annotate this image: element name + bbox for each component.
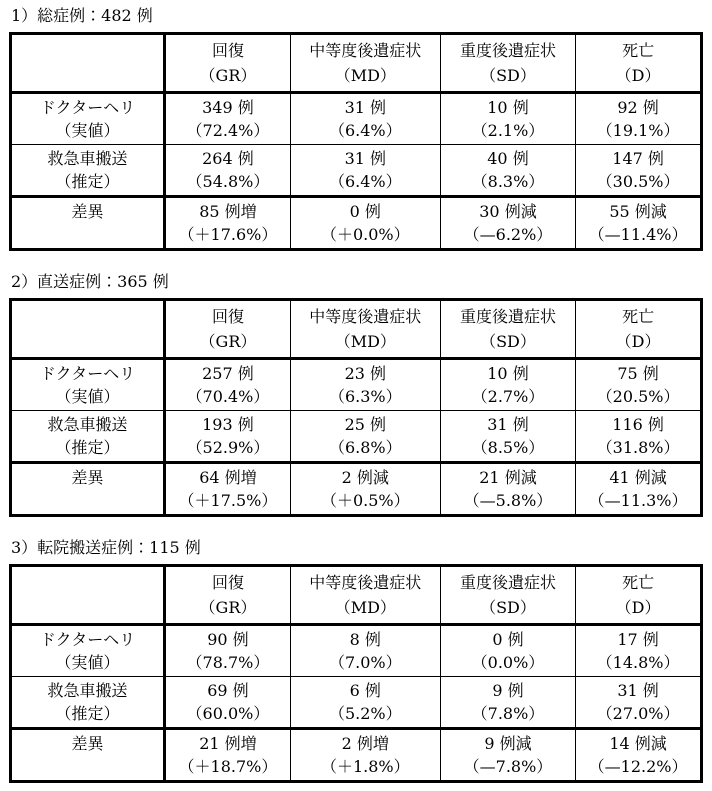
case-count: 31 例 xyxy=(617,681,659,700)
case-count: 90 例 xyxy=(207,630,249,649)
column-name: 重度後遺症状 xyxy=(459,307,556,326)
case-count: 9 例 xyxy=(492,681,524,700)
outcome-table xyxy=(9,298,703,517)
data-cell-gr xyxy=(165,145,291,197)
data-cell-sd xyxy=(440,625,575,677)
data-cell-md xyxy=(290,411,440,463)
case-count: 14 例減 xyxy=(609,734,667,753)
data-cell-md xyxy=(290,677,440,729)
case-count: 31 例 xyxy=(344,149,387,168)
case-percent: （52.9%） xyxy=(186,438,270,457)
case-percent: （19.1%） xyxy=(596,121,680,140)
column-header-death xyxy=(576,34,702,93)
case-count: 2 例減 xyxy=(341,468,389,487)
column-header-recovery xyxy=(165,300,291,359)
case-percent: （＋18.7%） xyxy=(178,757,278,776)
row-label: ドクターヘリ xyxy=(39,98,136,117)
case-count: 69 例 xyxy=(207,681,249,700)
column-name: 死亡 xyxy=(622,307,655,326)
column-code: （GR） xyxy=(199,598,257,617)
row-label-cell xyxy=(11,411,165,463)
column-name: 死亡 xyxy=(622,573,655,592)
row-label: ドクターヘリ xyxy=(39,364,136,383)
row-sublabel: （推定） xyxy=(55,172,120,191)
case-percent: （8.3%） xyxy=(471,172,545,191)
row-doctor-heli xyxy=(11,625,702,677)
column-name: 回復 xyxy=(211,307,244,326)
case-percent: （＋17.6%） xyxy=(178,225,278,244)
data-cell-gr xyxy=(165,729,291,782)
outcome-table xyxy=(9,564,703,783)
case-count: 55 例減 xyxy=(609,202,667,221)
row-label: 差異 xyxy=(71,202,104,221)
data-cell-d xyxy=(576,145,702,197)
row-label-cell xyxy=(11,93,165,145)
data-cell-gr xyxy=(165,625,291,677)
case-count: 349 例 xyxy=(202,98,254,117)
column-code: （MD） xyxy=(334,598,396,617)
row-doctor-heli xyxy=(11,359,702,411)
section-total-cases xyxy=(9,5,703,251)
header-row xyxy=(11,34,702,93)
section-title: 3）転院搬送症例：115 例 xyxy=(11,538,201,557)
column-code: （SD） xyxy=(480,66,536,85)
row-label-cell xyxy=(11,359,165,411)
case-count: 0 例 xyxy=(349,202,381,221)
row-label: 差異 xyxy=(71,734,104,753)
column-name: 死亡 xyxy=(622,41,655,60)
case-count: 147 例 xyxy=(612,149,664,168)
case-count: 64 例増 xyxy=(199,468,257,487)
case-percent: （0.0%） xyxy=(471,653,545,672)
row-sublabel: （実値） xyxy=(55,387,120,406)
case-percent: （6.4%） xyxy=(328,121,402,140)
data-cell-gr xyxy=(165,359,291,411)
header-empty-cell xyxy=(11,34,165,93)
case-count: 30 例減 xyxy=(479,202,537,221)
data-cell-d xyxy=(576,729,702,782)
row-sublabel: （実値） xyxy=(55,653,120,672)
column-header-severe-disability xyxy=(440,300,575,359)
case-percent: （70.4%） xyxy=(186,387,270,406)
row-difference xyxy=(11,729,702,782)
case-percent: （＋1.8%） xyxy=(320,757,410,776)
section-direct-transport-cases xyxy=(9,271,703,517)
row-label: 救急車搬送 xyxy=(47,415,128,434)
case-percent: （＋17.5%） xyxy=(178,491,278,510)
row-ambulance xyxy=(11,145,702,197)
data-cell-gr xyxy=(165,677,291,729)
case-percent: （—6.2%） xyxy=(463,225,553,244)
data-cell-gr xyxy=(165,411,291,463)
row-doctor-heli xyxy=(11,93,702,145)
column-header-recovery xyxy=(165,34,291,93)
case-percent: （7.8%） xyxy=(471,704,545,723)
row-label-cell xyxy=(11,677,165,729)
column-header-severe-disability xyxy=(440,34,575,93)
data-cell-sd xyxy=(440,729,575,782)
case-count: 31 例 xyxy=(344,98,387,117)
case-count: 75 例 xyxy=(617,364,659,383)
column-name: 重度後遺症状 xyxy=(459,573,556,592)
row-sublabel xyxy=(12,223,163,246)
row-label-cell xyxy=(11,463,165,516)
case-count: 92 例 xyxy=(617,98,659,117)
case-percent: （54.8%） xyxy=(186,172,270,191)
case-percent: （30.5%） xyxy=(596,172,680,191)
data-cell-sd xyxy=(440,145,575,197)
case-percent: （—12.2%） xyxy=(588,757,688,776)
data-cell-d xyxy=(576,463,702,516)
case-percent: （78.7%） xyxy=(186,653,270,672)
data-cell-sd xyxy=(440,93,575,145)
case-percent: （—11.3%） xyxy=(588,491,688,510)
column-code: （GR） xyxy=(199,332,257,351)
header-row xyxy=(11,566,702,625)
column-code: （D） xyxy=(615,598,661,617)
column-name: 重度後遺症状 xyxy=(459,41,556,60)
case-count: 257 例 xyxy=(202,364,254,383)
column-code: （SD） xyxy=(480,598,536,617)
case-percent: （—5.8%） xyxy=(463,491,553,510)
column-header-moderate-disability xyxy=(290,566,440,625)
data-cell-md xyxy=(290,463,440,516)
case-count: 10 例 xyxy=(487,364,529,383)
data-cell-d xyxy=(576,93,702,145)
row-ambulance xyxy=(11,677,702,729)
case-count: 40 例 xyxy=(487,149,529,168)
case-percent: （—11.4%） xyxy=(588,225,688,244)
case-count: 8 例 xyxy=(349,630,381,649)
case-percent: （6.4%） xyxy=(328,172,402,191)
row-sublabel: （推定） xyxy=(55,438,120,457)
row-label-cell xyxy=(11,625,165,677)
column-header-death xyxy=(576,566,702,625)
case-count: 21 例増 xyxy=(199,734,257,753)
data-cell-md xyxy=(290,625,440,677)
row-label-cell xyxy=(11,197,165,250)
case-count: 116 例 xyxy=(612,415,664,434)
case-percent: （20.5%） xyxy=(596,387,680,406)
row-label: 救急車搬送 xyxy=(47,681,128,700)
row-difference xyxy=(11,197,702,250)
case-count: 31 例 xyxy=(487,415,529,434)
column-header-moderate-disability xyxy=(290,300,440,359)
case-count: 264 例 xyxy=(202,149,254,168)
case-count: 21 例減 xyxy=(479,468,537,487)
column-name: 中等度後遺症状 xyxy=(309,307,422,326)
case-percent: （6.3%） xyxy=(328,387,402,406)
data-cell-d xyxy=(576,359,702,411)
case-percent: （14.8%） xyxy=(596,653,680,672)
data-cell-gr xyxy=(165,93,291,145)
case-percent: （72.4%） xyxy=(186,121,270,140)
case-percent: （8.5%） xyxy=(471,438,545,457)
data-cell-gr xyxy=(165,463,291,516)
section-title: 1）総症例：482 例 xyxy=(11,6,153,25)
data-cell-sd xyxy=(440,463,575,516)
case-count: 2 例増 xyxy=(341,734,389,753)
row-sublabel: （推定） xyxy=(55,704,120,723)
row-label-cell xyxy=(11,729,165,782)
data-cell-sd xyxy=(440,677,575,729)
case-percent: （＋0.0%） xyxy=(320,225,410,244)
case-percent: （31.8%） xyxy=(596,438,680,457)
data-cell-d xyxy=(576,197,702,250)
case-percent: （＋0.5%） xyxy=(320,491,410,510)
case-count: 17 例 xyxy=(617,630,659,649)
row-difference xyxy=(11,463,702,516)
data-cell-sd xyxy=(440,359,575,411)
row-label: 救急車搬送 xyxy=(47,149,128,168)
column-name: 回復 xyxy=(211,41,244,60)
case-percent: （60.0%） xyxy=(186,704,270,723)
case-percent: （7.0%） xyxy=(328,653,402,672)
case-count: 6 例 xyxy=(349,681,381,700)
column-name: 中等度後遺症状 xyxy=(309,573,422,592)
case-percent: （6.8%） xyxy=(328,438,402,457)
case-count: 0 例 xyxy=(492,630,524,649)
column-code: （D） xyxy=(615,332,661,351)
case-percent: （—7.8%） xyxy=(463,757,553,776)
data-cell-md xyxy=(290,93,440,145)
header-row xyxy=(11,300,702,359)
case-percent: （5.2%） xyxy=(328,704,402,723)
data-cell-md xyxy=(290,729,440,782)
data-cell-d xyxy=(576,411,702,463)
data-cell-sd xyxy=(440,197,575,250)
data-cell-sd xyxy=(440,411,575,463)
section-title: 2）直送症例：365 例 xyxy=(11,272,169,291)
data-cell-gr xyxy=(165,197,291,250)
row-sublabel xyxy=(12,489,163,512)
data-cell-d xyxy=(576,625,702,677)
case-percent: （27.0%） xyxy=(596,704,680,723)
data-cell-md xyxy=(290,145,440,197)
case-count: 41 例減 xyxy=(609,468,667,487)
case-percent: （2.7%） xyxy=(471,387,545,406)
case-count: 10 例 xyxy=(487,98,529,117)
column-name: 回復 xyxy=(211,573,244,592)
header-empty-cell xyxy=(11,300,165,359)
column-code: （MD） xyxy=(334,66,396,85)
case-count: 85 例増 xyxy=(199,202,257,221)
column-code: （D） xyxy=(615,66,661,85)
row-label: 差異 xyxy=(71,468,104,487)
case-count: 23 例 xyxy=(344,364,387,383)
row-sublabel xyxy=(12,755,163,778)
column-code: （SD） xyxy=(480,332,536,351)
column-header-recovery xyxy=(165,566,291,625)
row-label-cell xyxy=(11,145,165,197)
outcome-table xyxy=(9,32,703,251)
case-count: 193 例 xyxy=(202,415,254,434)
case-percent: （2.1%） xyxy=(471,121,545,140)
row-sublabel: （実値） xyxy=(55,121,120,140)
row-ambulance xyxy=(11,411,702,463)
section-interhospital-transfer-cases xyxy=(9,537,703,783)
column-code: （MD） xyxy=(334,332,396,351)
column-name: 中等度後遺症状 xyxy=(309,41,422,60)
case-count: 25 例 xyxy=(344,415,387,434)
data-cell-d xyxy=(576,677,702,729)
column-header-severe-disability xyxy=(440,566,575,625)
case-count: 9 例減 xyxy=(484,734,532,753)
data-cell-md xyxy=(290,359,440,411)
column-code: （GR） xyxy=(199,66,257,85)
row-label: ドクターヘリ xyxy=(39,630,136,649)
header-empty-cell xyxy=(11,566,165,625)
data-cell-md xyxy=(290,197,440,250)
column-header-death xyxy=(576,300,702,359)
column-header-moderate-disability xyxy=(290,34,440,93)
